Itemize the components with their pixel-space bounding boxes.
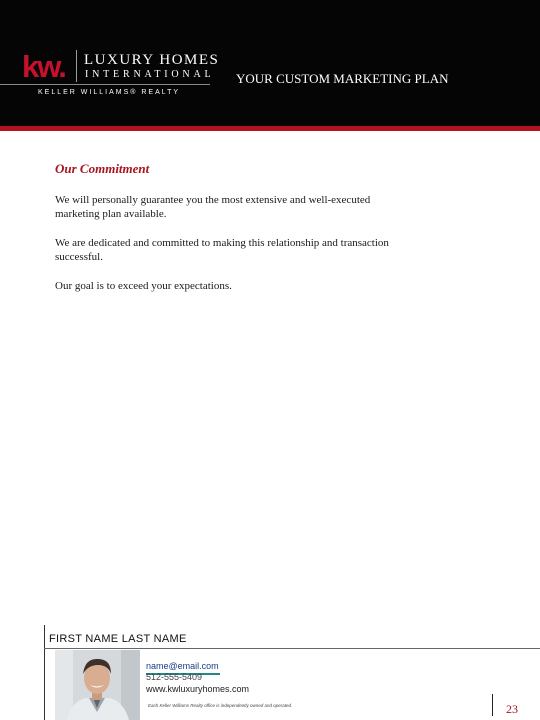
agent-email-link[interactable]: name@email.com (146, 661, 219, 671)
kw-logo: kw. (22, 49, 65, 84)
header-title: YOUR CUSTOM MARKETING PLAN (236, 71, 449, 86)
section-title: Our Commitment (55, 161, 150, 176)
agent-photo (55, 650, 140, 720)
commitment-paragraph-1: We will personally guarantee you the most extensive and well-executed marketing plan available. (55, 194, 371, 220)
page-number: 23 (506, 702, 518, 716)
page-header (0, 0, 540, 126)
footer-vertical-line (44, 625, 45, 720)
commitment-paragraph-2: We are dedicated and committed to making this relationship and transaction successful. (55, 237, 389, 263)
logo-rule (0, 84, 210, 85)
agent-photo-portrait-icon (55, 650, 140, 720)
page-number-divider (492, 694, 493, 716)
logo-divider (76, 50, 77, 82)
commitment-paragraph-3: Our goal is to exceed your expectations. (55, 280, 232, 292)
logo-keller-williams-realty: KELLER WILLIAMS® REALTY (38, 89, 181, 96)
header-accent-line (0, 126, 540, 131)
agent-name: FIRST NAME LAST NAME (49, 633, 187, 645)
agent-website-link[interactable]: www.kwluxuryhomes.com (146, 684, 250, 694)
agent-phone: 512-555-5409 (146, 672, 203, 682)
office-disclaimer: Each Keller Williams Realty office is independently owned and operated. (148, 703, 293, 708)
footer-horizontal-line (44, 648, 540, 649)
logo-international: INTERNATIONAL (85, 69, 215, 80)
logo-luxury-homes: LUXURY HOMES (84, 52, 220, 68)
